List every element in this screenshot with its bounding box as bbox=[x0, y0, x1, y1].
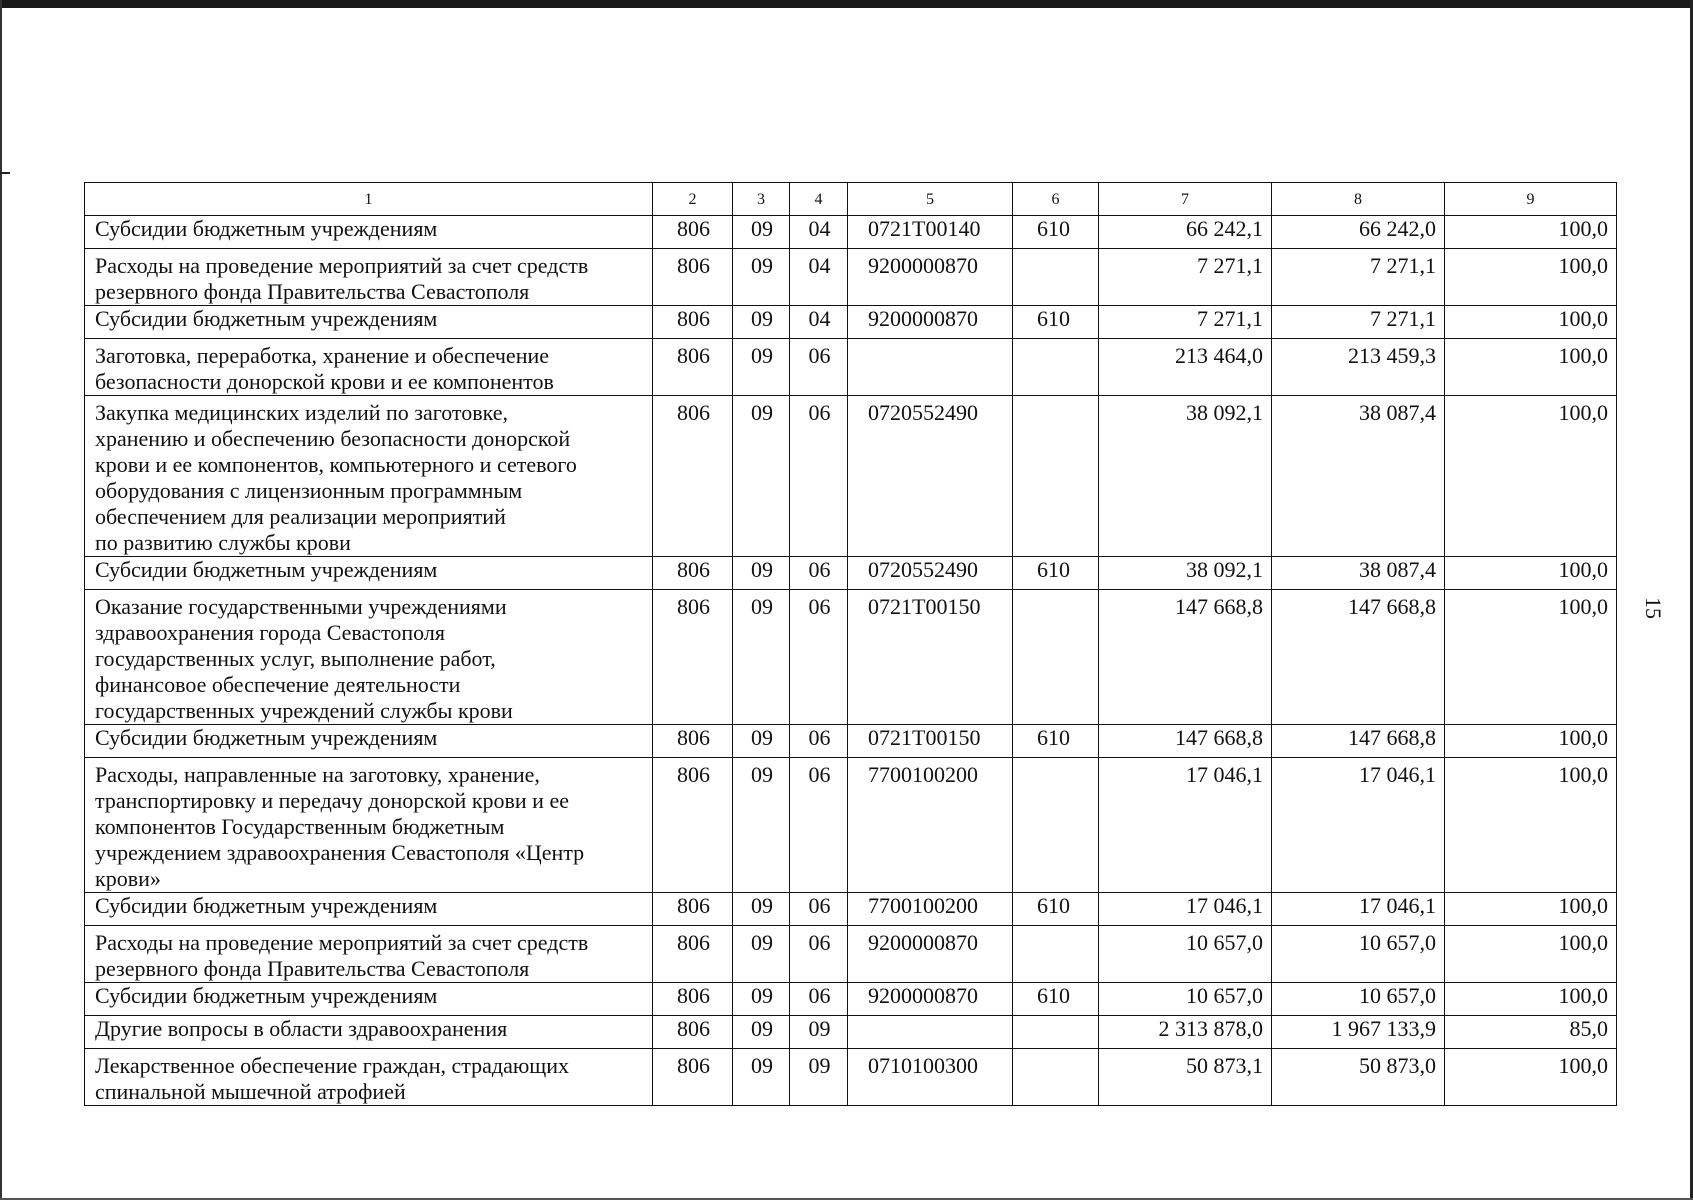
subsection-cell: 09 bbox=[790, 1049, 848, 1106]
section-cell: 09 bbox=[733, 396, 790, 557]
executed-amount-cell: 10 657,0 bbox=[1272, 983, 1445, 1016]
target-article-cell: 9200000870 bbox=[848, 249, 1013, 306]
subsection-cell: 04 bbox=[790, 249, 848, 306]
executed-amount-cell: 38 087,4 bbox=[1272, 557, 1445, 590]
percent-cell: 100,0 bbox=[1445, 396, 1617, 557]
table-row bbox=[85, 893, 1617, 926]
executed-amount-cell: 1 967 133,9 bbox=[1272, 1016, 1445, 1049]
ministry-code-cell: 806 bbox=[653, 983, 733, 1016]
section-cell: 09 bbox=[733, 339, 790, 396]
table-row bbox=[85, 983, 1617, 1016]
target-article-cell: 0721Т00140 bbox=[848, 216, 1013, 249]
ministry-code-cell: 806 bbox=[653, 590, 733, 725]
planned-amount-cell: 7 271,1 bbox=[1099, 306, 1272, 339]
percent-cell: 100,0 bbox=[1445, 758, 1617, 893]
ministry-code-cell: 806 bbox=[653, 725, 733, 758]
row-name-cell: Субсидии бюджетным учреждениям bbox=[85, 725, 653, 758]
target-article-cell: 7700100200 bbox=[848, 758, 1013, 893]
ministry-code-cell: 806 bbox=[653, 893, 733, 926]
executed-amount-cell: 50 873,0 bbox=[1272, 1049, 1445, 1106]
subsection-cell: 04 bbox=[790, 216, 848, 249]
percent-cell: 85,0 bbox=[1445, 1016, 1617, 1049]
subsection-cell: 06 bbox=[790, 926, 848, 983]
subsection-cell: 06 bbox=[790, 983, 848, 1016]
row-name-cell: Другие вопросы в области здравоохранения bbox=[85, 1016, 653, 1049]
table-row bbox=[85, 396, 1617, 557]
table-row bbox=[85, 590, 1617, 725]
expense-type-cell: 610 bbox=[1013, 893, 1099, 926]
section-cell: 09 bbox=[733, 1049, 790, 1106]
row-name-cell: Заготовка, переработка, хранение и обеспечение безопасности донорской крови и ее компонентов bbox=[85, 339, 653, 396]
section-cell: 09 bbox=[733, 249, 790, 306]
planned-amount-cell: 66 242,1 bbox=[1099, 216, 1272, 249]
row-name-cell: Субсидии бюджетным учреждениям bbox=[85, 983, 653, 1016]
executed-amount-cell: 38 087,4 bbox=[1272, 396, 1445, 557]
table-row bbox=[85, 758, 1617, 893]
target-article-cell: 0721Т00150 bbox=[848, 725, 1013, 758]
ministry-code-cell: 806 bbox=[653, 339, 733, 396]
executed-amount-cell: 7 271,1 bbox=[1272, 249, 1445, 306]
table-row bbox=[85, 926, 1617, 983]
table-row bbox=[85, 557, 1617, 590]
subsection-cell: 06 bbox=[790, 339, 848, 396]
column-header: 7 bbox=[1099, 183, 1272, 216]
expense-type-cell bbox=[1013, 396, 1099, 557]
percent-cell: 100,0 bbox=[1445, 1049, 1617, 1106]
table-row bbox=[85, 1049, 1617, 1106]
section-cell: 09 bbox=[733, 725, 790, 758]
percent-cell: 100,0 bbox=[1445, 893, 1617, 926]
section-cell: 09 bbox=[733, 926, 790, 983]
column-header: 3 bbox=[733, 183, 790, 216]
target-article-cell: 9200000870 bbox=[848, 306, 1013, 339]
ministry-code-cell: 806 bbox=[653, 926, 733, 983]
row-name-cell: Субсидии бюджетным учреждениям bbox=[85, 306, 653, 339]
planned-amount-cell: 147 668,8 bbox=[1099, 725, 1272, 758]
executed-amount-cell: 66 242,0 bbox=[1272, 216, 1445, 249]
expense-type-cell: 610 bbox=[1013, 557, 1099, 590]
row-name-cell: Расходы на проведение мероприятий за счет средств резервного фонда Правительства Севастополя bbox=[85, 926, 653, 983]
subsection-cell: 06 bbox=[790, 557, 848, 590]
ministry-code-cell: 806 bbox=[653, 216, 733, 249]
executed-amount-cell: 147 668,8 bbox=[1272, 725, 1445, 758]
percent-cell: 100,0 bbox=[1445, 249, 1617, 306]
ministry-code-cell: 806 bbox=[653, 1016, 733, 1049]
subsection-cell: 04 bbox=[790, 306, 848, 339]
column-header: 5 bbox=[848, 183, 1013, 216]
row-name-cell: Закупка медицинских изделий по заготовке, хранению и обеспечению безопасности донорской крови и ее компонентов, компьютерного и сетевого оборудования с лицензионным программным обеспечением для реализации мероприятий по развитию службы крови bbox=[85, 396, 653, 557]
row-name-cell: Расходы, направленные на заготовку, хранение, транспортировку и передачу донорской крови и ее компонентов Государственным бюджетным учреждением здравоохранения Севастополя «Центр крови» bbox=[85, 758, 653, 893]
executed-amount-cell: 7 271,1 bbox=[1272, 306, 1445, 339]
table-row bbox=[85, 306, 1617, 339]
column-header: 2 bbox=[653, 183, 733, 216]
column-header: 1 bbox=[85, 183, 653, 216]
expense-type-cell: 610 bbox=[1013, 216, 1099, 249]
expense-type-cell bbox=[1013, 249, 1099, 306]
planned-amount-cell: 50 873,1 bbox=[1099, 1049, 1272, 1106]
expense-type-cell: 610 bbox=[1013, 983, 1099, 1016]
executed-amount-cell: 17 046,1 bbox=[1272, 758, 1445, 893]
target-article-cell: 0710100300 bbox=[848, 1049, 1013, 1106]
column-header: 4 bbox=[790, 183, 848, 216]
scan-border-left bbox=[0, 0, 2, 1200]
ministry-code-cell: 806 bbox=[653, 249, 733, 306]
subsection-cell: 06 bbox=[790, 590, 848, 725]
subsection-cell: 09 bbox=[790, 1016, 848, 1049]
target-article-cell: 0720552490 bbox=[848, 557, 1013, 590]
planned-amount-cell: 213 464,0 bbox=[1099, 339, 1272, 396]
expense-type-cell bbox=[1013, 1016, 1099, 1049]
section-cell: 09 bbox=[733, 590, 790, 725]
expense-type-cell bbox=[1013, 339, 1099, 396]
planned-amount-cell: 38 092,1 bbox=[1099, 396, 1272, 557]
planned-amount-cell: 10 657,0 bbox=[1099, 983, 1272, 1016]
row-name-cell: Расходы на проведение мероприятий за счет средств резервного фонда Правительства Севастополя bbox=[85, 249, 653, 306]
expense-type-cell bbox=[1013, 590, 1099, 725]
row-name-cell: Лекарственное обеспечение граждан, страдающих спинальной мышечной атрофией bbox=[85, 1049, 653, 1106]
planned-amount-cell: 2 313 878,0 bbox=[1099, 1016, 1272, 1049]
row-name-cell: Оказание государственными учреждениями здравоохранения города Севастополя государственных услуг, выполнение работ, финансовое обеспечение деятельности государственных учреждений службы крови bbox=[85, 590, 653, 725]
planned-amount-cell: 7 271,1 bbox=[1099, 249, 1272, 306]
column-header: 6 bbox=[1013, 183, 1099, 216]
percent-cell: 100,0 bbox=[1445, 306, 1617, 339]
ministry-code-cell: 806 bbox=[653, 758, 733, 893]
column-header: 8 bbox=[1272, 183, 1445, 216]
section-cell: 09 bbox=[733, 557, 790, 590]
percent-cell: 100,0 bbox=[1445, 926, 1617, 983]
row-name-cell: Субсидии бюджетным учреждениям bbox=[85, 893, 653, 926]
section-cell: 09 bbox=[733, 893, 790, 926]
expense-type-cell: 610 bbox=[1013, 725, 1099, 758]
ministry-code-cell: 806 bbox=[653, 396, 733, 557]
scan-border-top bbox=[0, 0, 1693, 8]
percent-cell: 100,0 bbox=[1445, 216, 1617, 249]
executed-amount-cell: 147 668,8 bbox=[1272, 590, 1445, 725]
row-name-cell: Субсидии бюджетным учреждениям bbox=[85, 216, 653, 249]
column-header: 9 bbox=[1445, 183, 1617, 216]
percent-cell: 100,0 bbox=[1445, 557, 1617, 590]
subsection-cell: 06 bbox=[790, 893, 848, 926]
page-number: 15 bbox=[1641, 597, 1666, 619]
subsection-cell: 06 bbox=[790, 396, 848, 557]
header-row bbox=[85, 183, 1617, 216]
expense-type-cell bbox=[1013, 1049, 1099, 1106]
section-cell: 09 bbox=[733, 758, 790, 893]
table-row bbox=[85, 249, 1617, 306]
percent-cell: 100,0 bbox=[1445, 590, 1617, 725]
percent-cell: 100,0 bbox=[1445, 339, 1617, 396]
planned-amount-cell: 17 046,1 bbox=[1099, 758, 1272, 893]
target-article-cell: 9200000870 bbox=[848, 983, 1013, 1016]
planned-amount-cell: 17 046,1 bbox=[1099, 893, 1272, 926]
expense-type-cell bbox=[1013, 758, 1099, 893]
subsection-cell: 06 bbox=[790, 758, 848, 893]
executed-amount-cell: 10 657,0 bbox=[1272, 926, 1445, 983]
planned-amount-cell: 147 668,8 bbox=[1099, 590, 1272, 725]
target-article-cell: 9200000870 bbox=[848, 926, 1013, 983]
margin-tick bbox=[0, 172, 10, 174]
table-body bbox=[85, 183, 1617, 1106]
row-name-cell: Субсидии бюджетным учреждениям bbox=[85, 557, 653, 590]
subsection-cell: 06 bbox=[790, 725, 848, 758]
expense-type-cell bbox=[1013, 926, 1099, 983]
budget-table bbox=[84, 182, 1617, 1106]
executed-amount-cell: 17 046,1 bbox=[1272, 893, 1445, 926]
table-row bbox=[85, 216, 1617, 249]
executed-amount-cell: 213 459,3 bbox=[1272, 339, 1445, 396]
target-article-cell: 0721Т00150 bbox=[848, 590, 1013, 725]
target-article-cell: 0720552490 bbox=[848, 396, 1013, 557]
percent-cell: 100,0 bbox=[1445, 725, 1617, 758]
ministry-code-cell: 806 bbox=[653, 557, 733, 590]
section-cell: 09 bbox=[733, 983, 790, 1016]
table-row bbox=[85, 1016, 1617, 1049]
ministry-code-cell: 806 bbox=[653, 306, 733, 339]
target-article-cell bbox=[848, 1016, 1013, 1049]
table-row bbox=[85, 339, 1617, 396]
section-cell: 09 bbox=[733, 306, 790, 339]
section-cell: 09 bbox=[733, 1016, 790, 1049]
target-article-cell: 7700100200 bbox=[848, 893, 1013, 926]
section-cell: 09 bbox=[733, 216, 790, 249]
planned-amount-cell: 38 092,1 bbox=[1099, 557, 1272, 590]
table-row bbox=[85, 725, 1617, 758]
percent-cell: 100,0 bbox=[1445, 983, 1617, 1016]
target-article-cell bbox=[848, 339, 1013, 396]
expense-type-cell: 610 bbox=[1013, 306, 1099, 339]
planned-amount-cell: 10 657,0 bbox=[1099, 926, 1272, 983]
ministry-code-cell: 806 bbox=[653, 1049, 733, 1106]
